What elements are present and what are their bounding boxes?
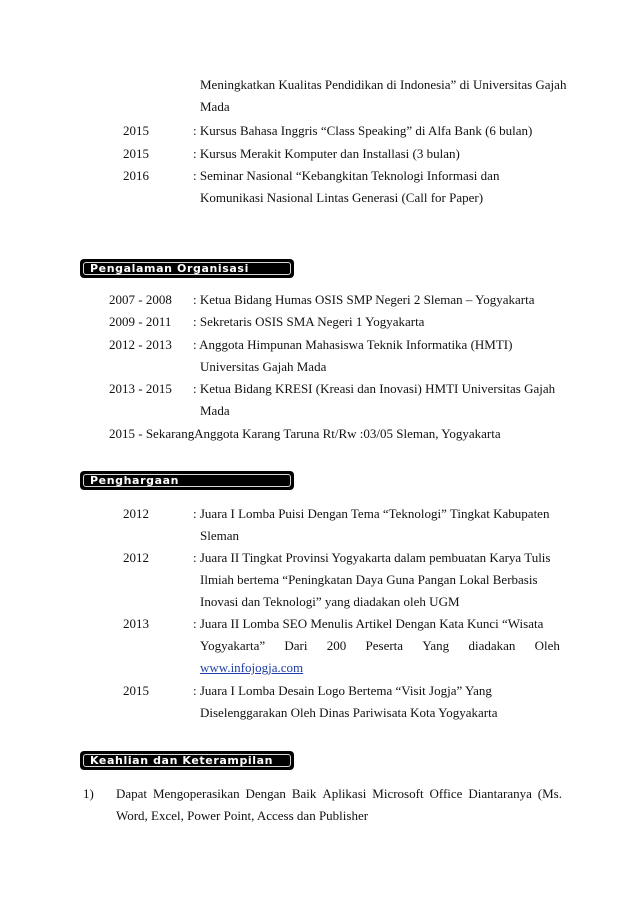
word: diadakan bbox=[468, 638, 516, 653]
penghargaan-text: Ilmiah bertema “Peningkatan Daya Guna Pangan Lokal Berbasis bbox=[200, 572, 538, 587]
word: (Ms. bbox=[537, 786, 562, 801]
organisasi-text: : Sekretaris OSIS SMA Negeri 1 Yogyakarta bbox=[193, 314, 425, 329]
penghargaan-year: 2013 bbox=[123, 616, 149, 631]
section-header-organisasi bbox=[80, 259, 294, 278]
keahlian-justified-line bbox=[116, 786, 562, 802]
word: Dari bbox=[284, 638, 308, 653]
organisasi-year: 2013 - 2015 bbox=[109, 381, 172, 396]
section-title: Penghargaan bbox=[90, 474, 180, 487]
word: Mengoperasikan bbox=[152, 786, 240, 801]
organisasi-year: 2012 - 2013 bbox=[109, 337, 172, 352]
list-number: 1) bbox=[83, 786, 94, 801]
education-text: : Kursus Bahasa Inggris “Class Speaking” di Alfa Bank (6 bulan) bbox=[193, 123, 533, 138]
keahlian-text: Word, Excel, Power Point, Access dan Publisher bbox=[116, 808, 369, 823]
penghargaan-year: 2015 bbox=[123, 683, 149, 698]
education-text: Komunikasi Nasional Lintas Generasi (Call for Paper) bbox=[200, 190, 484, 205]
organisasi-year: 2007 - 2008 bbox=[109, 292, 172, 307]
word: Yogyakarta” bbox=[200, 638, 266, 653]
infojogja-link[interactable]: www.infojogja.com bbox=[200, 660, 304, 675]
organisasi-year: 2015 - Sekarang bbox=[109, 426, 195, 441]
penghargaan-text: : Juara I Lomba Desain Logo Bertema “Visit Jogja” Yang bbox=[193, 683, 492, 698]
word: Oleh bbox=[534, 638, 560, 653]
organisasi-text: : Ketua Bidang KRESI (Kreasi dan Inovasi) HMTI Universitas Gajah bbox=[193, 381, 556, 396]
education-year: 2015 bbox=[123, 123, 149, 138]
education-text: Mada bbox=[200, 99, 230, 114]
penghargaan-justified-line bbox=[200, 638, 560, 654]
education-year: 2015 bbox=[123, 146, 149, 161]
organisasi-text: : Anggota Karang Taruna Rt/Rw :03/05 Sleman, Yogyakarta bbox=[188, 426, 501, 441]
penghargaan-text: Sleman bbox=[200, 528, 239, 543]
word: Yang bbox=[422, 638, 450, 653]
education-year: 2016 bbox=[123, 168, 149, 183]
penghargaan-text: : Juara II Lomba SEO Menulis Artikel Dengan Kata Kunci “Wisata bbox=[193, 616, 544, 631]
organisasi-text: Universitas Gajah Mada bbox=[200, 359, 327, 374]
word: Baik bbox=[291, 786, 317, 801]
word: 200 bbox=[326, 638, 347, 653]
section-header-keahlian bbox=[80, 751, 294, 770]
organisasi-text: : Anggota Himpunan Mahasiswa Teknik Informatika (HMTI) bbox=[193, 337, 513, 352]
word: Peserta bbox=[365, 638, 404, 653]
organisasi-year: 2009 - 2011 bbox=[109, 314, 172, 329]
word: Microsoft bbox=[372, 786, 424, 801]
organisasi-text: Mada bbox=[200, 403, 230, 418]
education-text: : Kursus Merakit Komputer dan Installasi (3 bulan) bbox=[193, 146, 460, 161]
word: Diantaranya bbox=[468, 786, 532, 801]
word: Aplikasi bbox=[322, 786, 367, 801]
section-header-penghargaan bbox=[80, 471, 294, 490]
word: Office bbox=[429, 786, 463, 801]
education-text: : Seminar Nasional “Kebangkitan Teknologi Informasi dan bbox=[193, 168, 500, 183]
penghargaan-year: 2012 bbox=[123, 506, 149, 521]
education-text: Meningkatkan Kualitas Pendidikan di Indonesia” di Universitas Gajah bbox=[200, 77, 567, 92]
penghargaan-text: : Juara II Tingkat Provinsi Yogyakarta dalam pembuatan Karya Tulis bbox=[193, 550, 551, 565]
penghargaan-text: Diselenggarakan Oleh Dinas Pariwisata Kota Yogyakarta bbox=[200, 705, 498, 720]
organisasi-text: : Ketua Bidang Humas OSIS SMP Negeri 2 Sleman – Yogyakarta bbox=[193, 292, 535, 307]
penghargaan-text: : Juara I Lomba Puisi Dengan Tema “Teknologi” Tingkat Kabupaten bbox=[193, 506, 550, 521]
word: Dengan bbox=[245, 786, 286, 801]
section-title: Keahlian dan Keterampilan bbox=[90, 754, 274, 767]
section-title: Pengalaman Organisasi bbox=[90, 262, 249, 275]
penghargaan-text: Inovasi dan Teknologi” yang diadakan oleh UGM bbox=[200, 594, 460, 609]
word: Dapat bbox=[116, 786, 148, 801]
penghargaan-year: 2012 bbox=[123, 550, 149, 565]
